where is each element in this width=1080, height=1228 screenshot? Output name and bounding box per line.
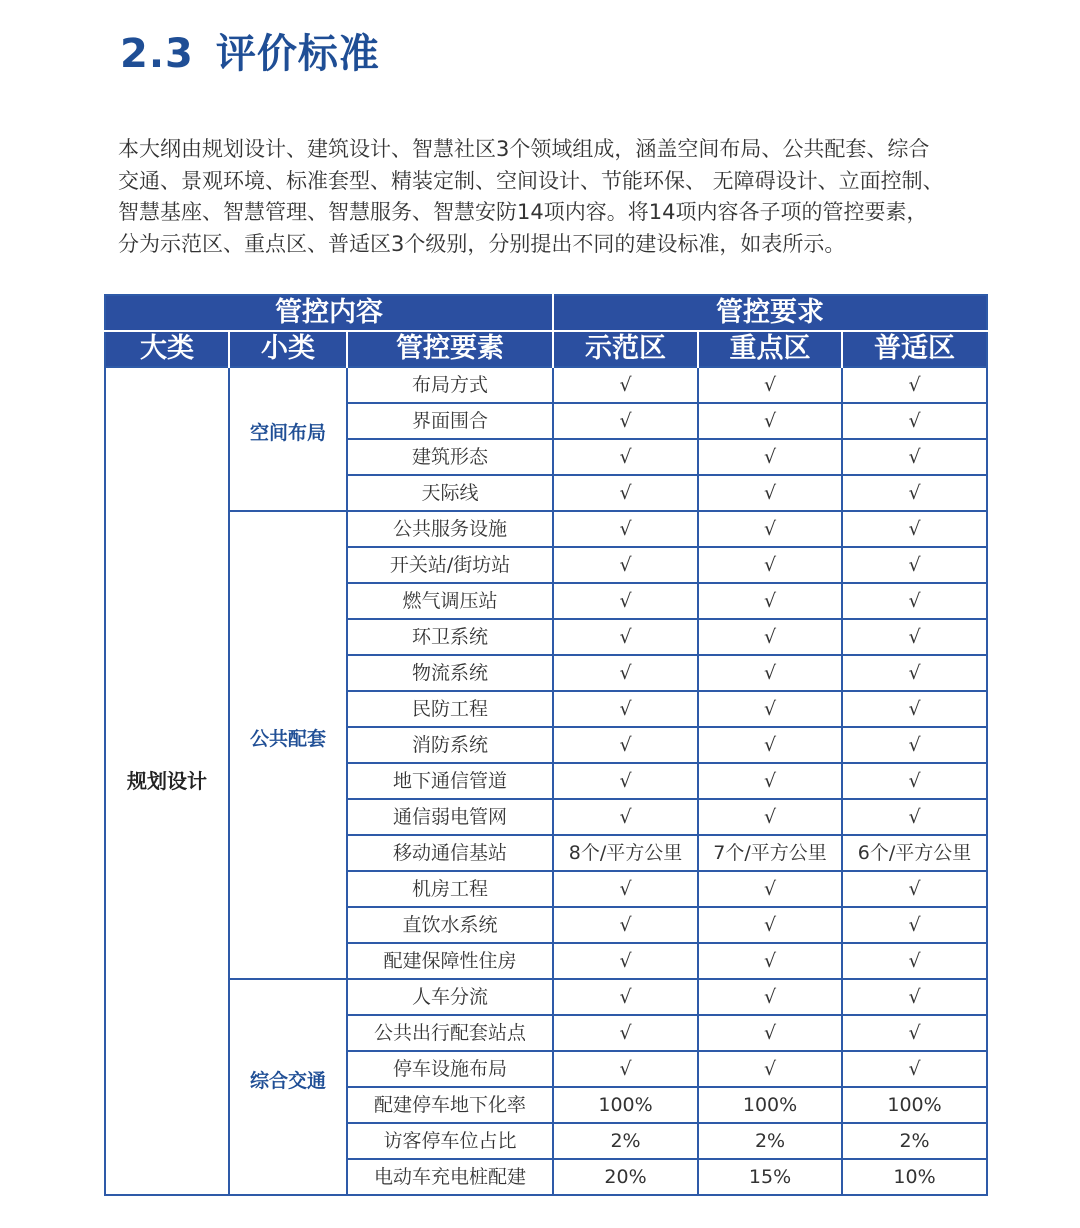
demo-zone-cell: √ (553, 511, 698, 547)
element-cell: 人车分流 (347, 979, 553, 1015)
element-cell: 民防工程 (347, 691, 553, 727)
table-row (105, 367, 987, 403)
general-zone-cell: √ (842, 763, 987, 799)
key-zone-cell: √ (698, 547, 842, 583)
element-cell: 电动车充电桩配建 (347, 1159, 553, 1195)
key-zone-cell: √ (698, 727, 842, 763)
demo-zone-cell: √ (553, 439, 698, 475)
key-zone-cell: √ (698, 367, 842, 403)
header-control-requirements: 管控要求 (553, 295, 987, 331)
section-title-text: 评价标准 (215, 31, 380, 77)
general-zone-cell: √ (842, 583, 987, 619)
column-header-general-zone: 普适区 (842, 331, 987, 367)
table-row (105, 511, 987, 547)
element-cell: 配建停车地下化率 (347, 1087, 553, 1123)
key-zone-cell: √ (698, 1051, 842, 1087)
general-zone-cell: 100% (842, 1087, 987, 1123)
table-row (105, 979, 987, 1015)
key-zone-cell: √ (698, 583, 842, 619)
demo-zone-cell: √ (553, 1051, 698, 1087)
general-zone-cell: √ (842, 547, 987, 583)
table-header (105, 295, 987, 367)
section-number: 2.3 (120, 31, 194, 77)
key-zone-cell: √ (698, 691, 842, 727)
demo-zone-cell: √ (553, 547, 698, 583)
key-zone-cell: √ (698, 907, 842, 943)
key-zone-cell: √ (698, 799, 842, 835)
key-zone-cell: 7个/平方公里 (698, 835, 842, 871)
general-zone-cell: 6个/平方公里 (842, 835, 987, 871)
demo-zone-cell: √ (553, 907, 698, 943)
element-cell: 直饮水系统 (347, 907, 553, 943)
general-zone-cell: √ (842, 979, 987, 1015)
section-title (120, 22, 380, 79)
general-zone-cell: 10% (842, 1159, 987, 1195)
header-control-content: 管控内容 (105, 295, 553, 331)
demo-zone-cell: √ (553, 799, 698, 835)
element-cell: 界面围合 (347, 403, 553, 439)
key-zone-cell: 15% (698, 1159, 842, 1195)
element-cell: 移动通信基站 (347, 835, 553, 871)
category-cell: 规划设计 (105, 367, 229, 1195)
intro-line: 本大纲由规划设计、建筑设计、智慧社区3个领域组成，涵盖空间布局、公共配套、综合 (118, 137, 930, 161)
intro-line: 分为示范区、重点区、普适区3个级别，分别提出不同的建设标准，如表所示。 (118, 231, 846, 256)
key-zone-cell: √ (698, 475, 842, 511)
general-zone-cell: √ (842, 871, 987, 907)
element-cell: 地下通信管道 (347, 763, 553, 799)
subcategory-cell (229, 979, 347, 1195)
key-zone-cell: √ (698, 511, 842, 547)
demo-zone-cell: √ (553, 763, 698, 799)
element-cell: 消防系统 (347, 727, 553, 763)
key-zone-cell: √ (698, 979, 842, 1015)
table-body (105, 367, 987, 1195)
general-zone-cell: 2% (842, 1123, 987, 1159)
general-zone-cell: √ (842, 799, 987, 835)
element-cell: 建筑形态 (347, 439, 553, 475)
general-zone-cell: √ (842, 511, 987, 547)
general-zone-cell: √ (842, 1015, 987, 1051)
key-zone-cell: √ (698, 763, 842, 799)
key-zone-cell: √ (698, 871, 842, 907)
element-cell: 机房工程 (347, 871, 553, 907)
element-cell: 访客停车位占比 (347, 1123, 553, 1159)
intro-paragraph (118, 134, 968, 260)
general-zone-cell: √ (842, 691, 987, 727)
column-header-subcategory: 小类 (229, 331, 347, 367)
demo-zone-cell: √ (553, 979, 698, 1015)
key-zone-cell: 2% (698, 1123, 842, 1159)
general-zone-cell: √ (842, 367, 987, 403)
element-cell: 布局方式 (347, 367, 553, 403)
general-zone-cell: √ (842, 439, 987, 475)
demo-zone-cell: √ (553, 583, 698, 619)
general-zone-cell: √ (842, 1051, 987, 1087)
general-zone-cell: √ (842, 403, 987, 439)
demo-zone-cell: 100% (553, 1087, 698, 1123)
subcategory-cell (229, 511, 347, 979)
intro-line: 智慧基座、智慧管理、智慧服务、智慧安防14项内容。将14项内容各子项的管控要素， (118, 200, 928, 224)
key-zone-cell: √ (698, 1015, 842, 1051)
demo-zone-cell: √ (553, 655, 698, 691)
element-cell: 环卫系统 (347, 619, 553, 655)
subcategory-cell (229, 367, 347, 511)
column-header-category: 大类 (105, 331, 229, 367)
key-zone-cell: √ (698, 403, 842, 439)
intro-line: 交通、景观环境、标准套型、精装定制、空间设计、节能环保、 无障碍设计、立面控制、 (118, 168, 944, 193)
demo-zone-cell: 2% (553, 1123, 698, 1159)
key-zone-cell: √ (698, 655, 842, 691)
element-cell: 公共服务设施 (347, 511, 553, 547)
demo-zone-cell: 8个/平方公里 (553, 835, 698, 871)
key-zone-cell: √ (698, 943, 842, 979)
element-cell: 开关站/街坊站 (347, 547, 553, 583)
standards-table (104, 294, 988, 1196)
element-cell: 配建保障性住房 (347, 943, 553, 979)
key-zone-cell: √ (698, 439, 842, 475)
column-header-element: 管控要素 (347, 331, 553, 367)
element-cell: 公共出行配套站点 (347, 1015, 553, 1051)
subcategory-label: 空间布局 (249, 422, 326, 444)
subcategory-label: 综合交通 (249, 1070, 326, 1092)
general-zone-cell: √ (842, 727, 987, 763)
column-header-key-zone: 重点区 (698, 331, 842, 367)
key-zone-cell: √ (698, 619, 842, 655)
demo-zone-cell: √ (553, 727, 698, 763)
general-zone-cell: √ (842, 655, 987, 691)
demo-zone-cell: √ (553, 403, 698, 439)
general-zone-cell: √ (842, 619, 987, 655)
demo-zone-cell: √ (553, 475, 698, 511)
element-cell: 天际线 (347, 475, 553, 511)
demo-zone-cell: √ (553, 1015, 698, 1051)
demo-zone-cell: √ (553, 943, 698, 979)
demo-zone-cell: √ (553, 691, 698, 727)
general-zone-cell: √ (842, 943, 987, 979)
demo-zone-cell: √ (553, 871, 698, 907)
element-cell: 通信弱电管网 (347, 799, 553, 835)
demo-zone-cell: √ (553, 619, 698, 655)
subcategory-label: 公共配套 (249, 728, 326, 750)
key-zone-cell: 100% (698, 1087, 842, 1123)
demo-zone-cell: 20% (553, 1159, 698, 1195)
element-cell: 燃气调压站 (347, 583, 553, 619)
column-header-demo-zone: 示范区 (553, 331, 698, 367)
element-cell: 物流系统 (347, 655, 553, 691)
general-zone-cell: √ (842, 907, 987, 943)
element-cell: 停车设施布局 (347, 1051, 553, 1087)
general-zone-cell: √ (842, 475, 987, 511)
demo-zone-cell: √ (553, 367, 698, 403)
